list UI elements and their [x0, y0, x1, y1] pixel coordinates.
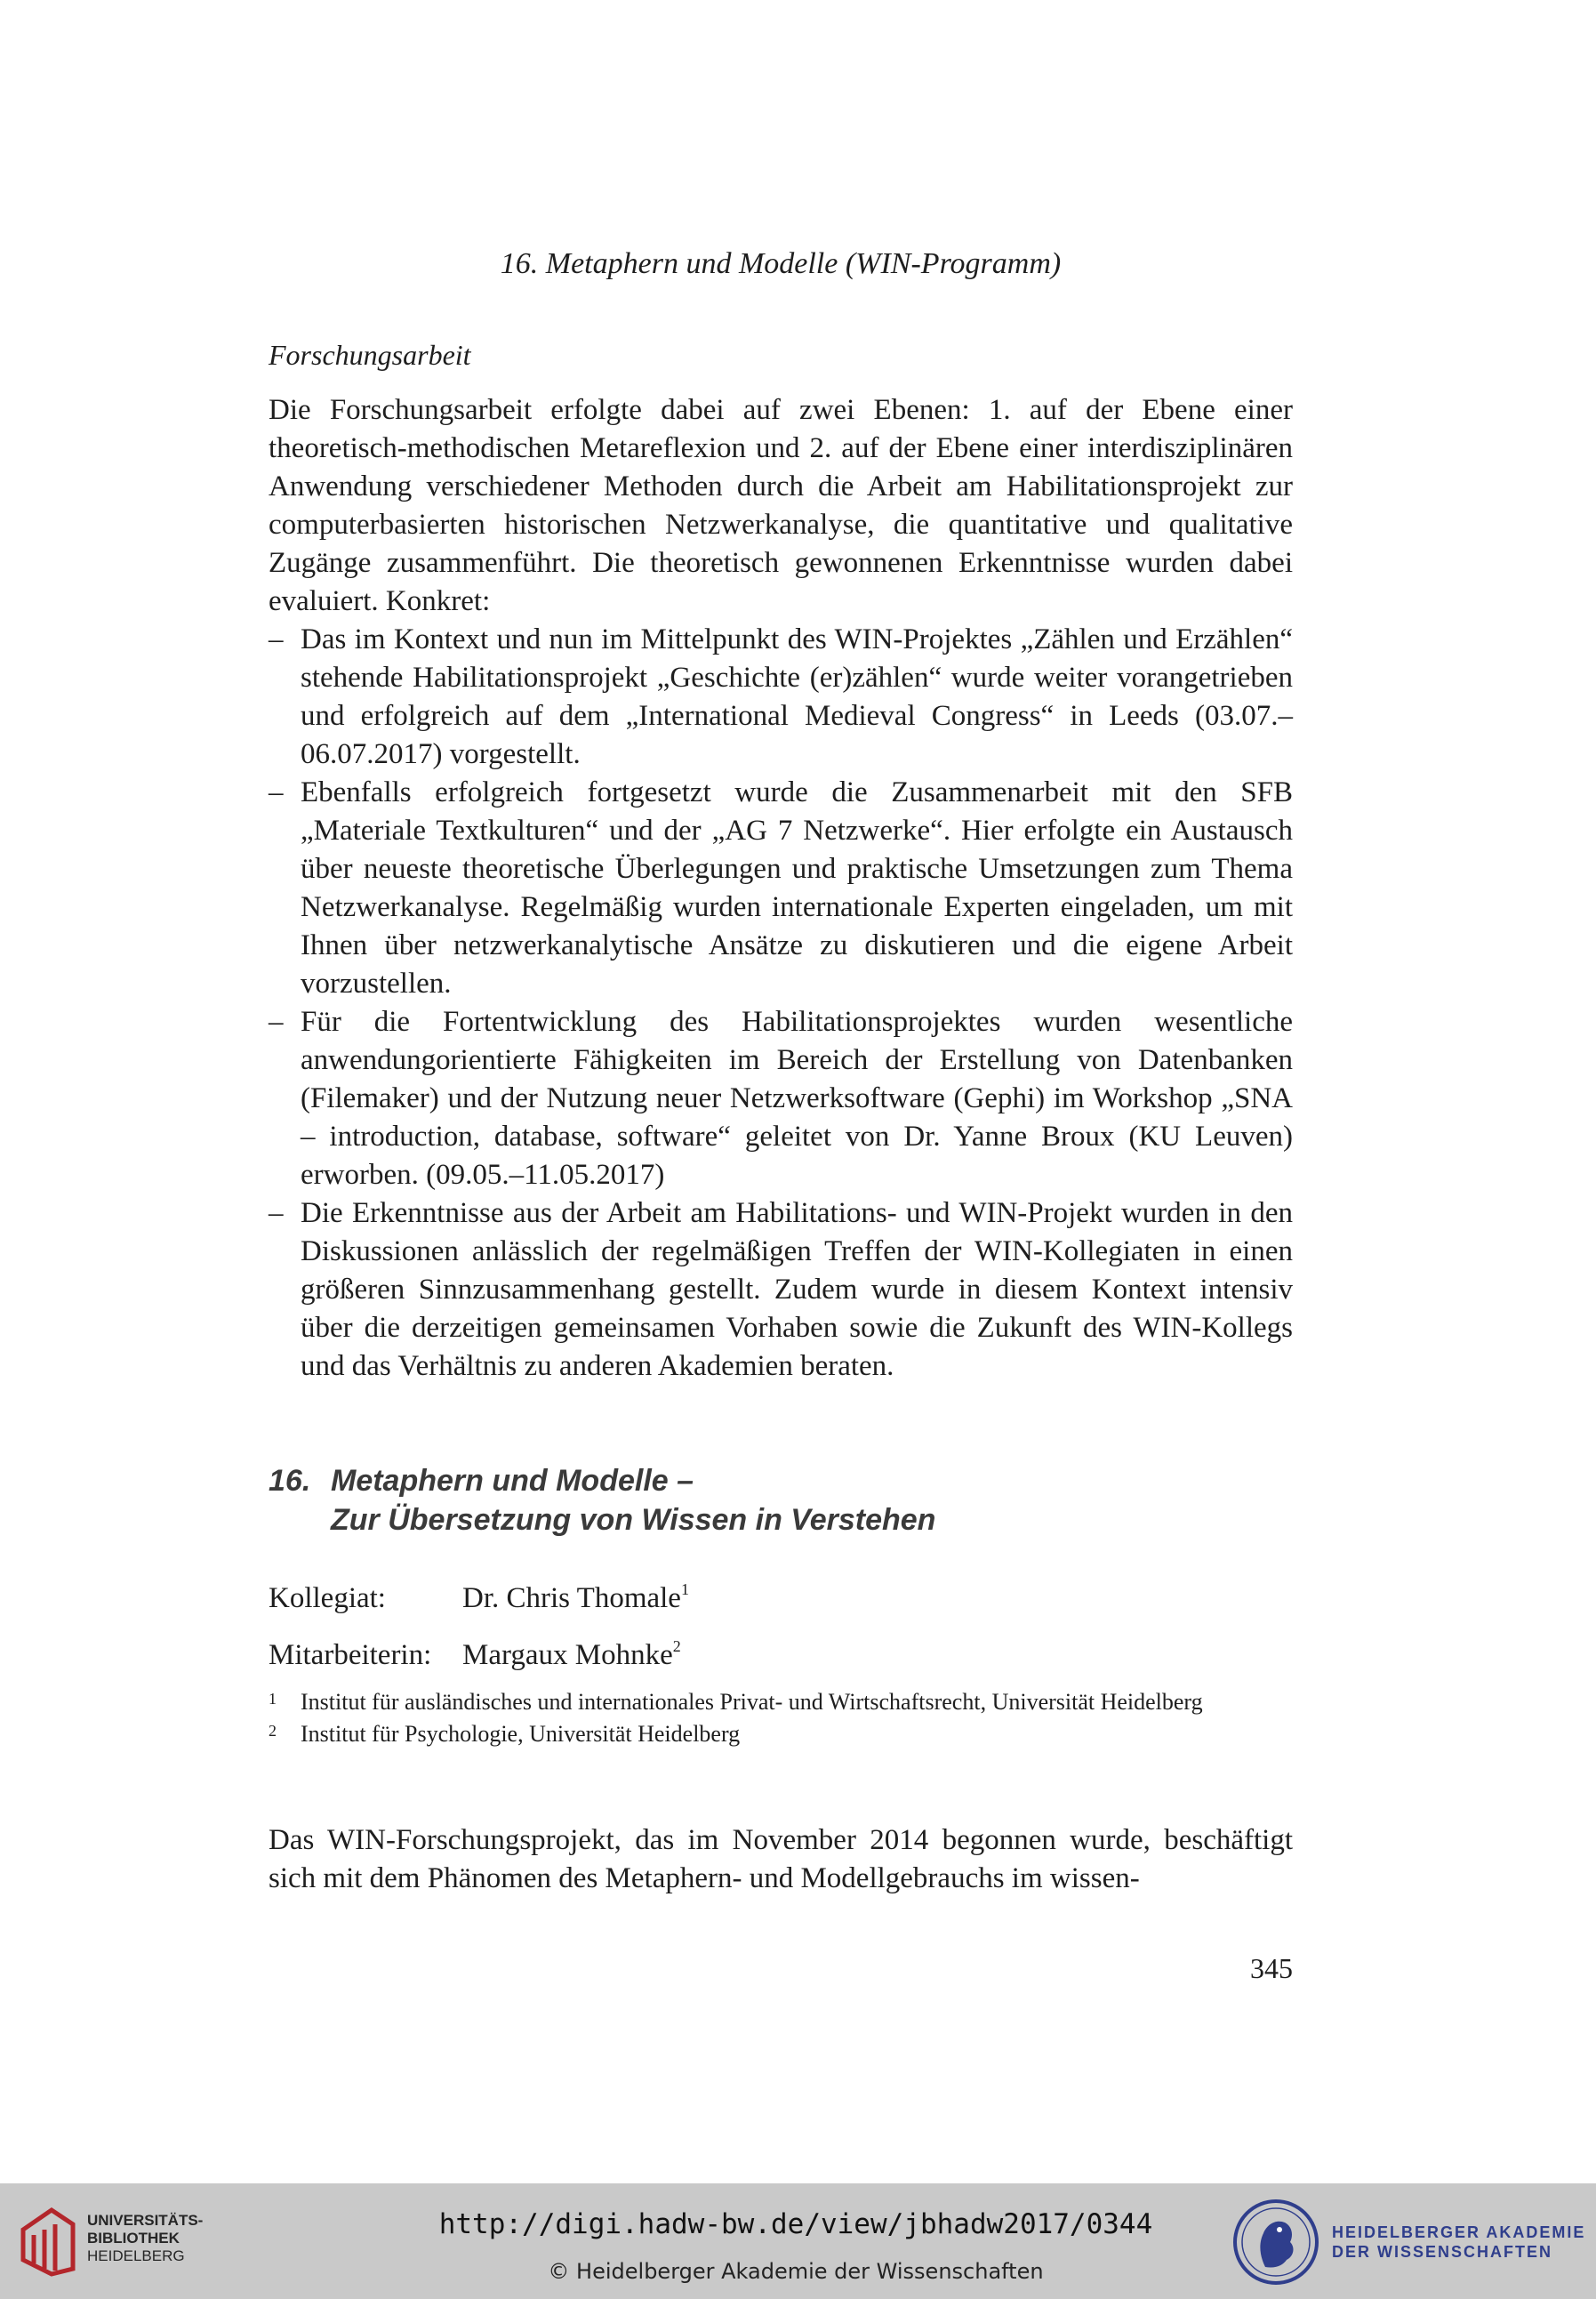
footnote-mark: 2 [672, 1637, 681, 1655]
academy-name: HEIDELBERGER AKADEMIE DER WISSENSCHAFTEN [1332, 2223, 1586, 2261]
university-library-name: UNIVERSITÄTS- BIBLIOTHEK HEIDELBERG [87, 2212, 204, 2264]
running-head: 16. Metaphern und Modelle (WIN-Programm) [500, 247, 1062, 280]
bullet-list [269, 621, 1293, 1386]
page-number: 345 [1250, 1952, 1293, 1984]
section-number: 16. [269, 1464, 311, 1498]
university-library-logo-icon [16, 2205, 80, 2278]
intro-text [269, 1821, 1293, 1898]
list-item: – Ebenfalls erfolgreich fortgesetzt wurde die Zusammenarbeit mit den SFB „Materiale Textkulturen“ und der „AG 7 Netzwerke“. Hier erfolgte ein Austausch über neueste theoretische Überlegungen und praktische Umsetzungen zum Thema Netzwerkanalyse. Regelmäßig wurden internationale Experten eingeladen, um mit Ihnen über netzwerkanalytische Ansätze zu diskutieren und die eigene Arbeit vorzustellen. [269, 776, 1293, 1000]
person-row [269, 1579, 1293, 1636]
list-item: – Für die Fortentwicklung des Habilitationsprojektes wurden wesentliche anwendungorientierte Fähigkeiten im Bereich der Erstellung von Datenbanken (Filemaker) und der Nutzung neuer Netzwerksoftware (Gephi) im Workshop „SNA – introduction, database, software“ geleitet von Dr. Yanne Broux (KU Leuven) erworben. (09.05.–11.05.2017) [269, 1006, 1293, 1191]
person-label: Mitarbeiterin: [269, 1639, 432, 1671]
person-label: Kollegiat: [269, 1582, 386, 1614]
person-name: Dr. Chris Thomale [462, 1582, 681, 1614]
paragraph: Das WIN-Forschungsprojekt, das im November 2014 begonnen wurde, beschäftigt sich mit dem Phänomen des Metaphern- und Modellgebrauchs im wissen- [269, 1824, 1293, 1894]
paragraph: Die Forschungsarbeit erfolgte dabei auf zwei Ebenen: 1. auf der Ebene einer theoretisch-methodischen Metareflexion und 2. auf der Ebene einer interdisziplinären Anwendung verschiedener Methoden durch die Arbeit am Habilitationsprojekt zur computerbasierten historischen Netzwerkanalyse, die quantitative und qualitative Zugänge zusammenführt. Die theoretisch gewonnenen Erkenntnisse wurden dabei evaluiert. Konkret: [269, 394, 1293, 617]
section-title-line2: Zur Übersetzung von Wissen in Verstehen [331, 1503, 936, 1537]
source-url[interactable]: http://digi.hadw-bw.de/view/jbhadw2017/0344 [438, 2208, 1153, 2240]
subheading: Forschungsarbeit [269, 339, 471, 371]
person-name: Margaux Mohnke [462, 1639, 673, 1671]
section-heading [269, 1461, 1293, 1539]
main-text [269, 336, 1293, 1386]
project-people [269, 1579, 1293, 1692]
footnote: 1 Institut für ausländisches und internationales Privat- und Wirtschaftsrecht, Universität Heidelberg [269, 1689, 1203, 1715]
copyright: © Heidelberger Akademie der Wissenschaften [548, 2259, 1044, 2284]
section-title-line1: Metaphern und Modelle – [331, 1464, 694, 1498]
list-item: – Die Erkenntnisse aus der Arbeit am Habilitations- und WIN-Projekt wurden in den Diskussionen anlässlich der regelmäßigen Treffen der WIN-Kollegiaten in einen größeren Sinnzusammenhang gestellt. Zudem wurde in diesem Kontext intensiv über die derzeitigen gemeinsamen Vorhaben sowie die Zukunft des WIN-Kollegs und das Verhältnis zu anderen Akademien beraten. [269, 1197, 1293, 1382]
person-row [269, 1636, 1293, 1692]
academy-seal-icon [1231, 2198, 1320, 2287]
footnote-mark: 1 [680, 1580, 689, 1598]
list-item: – Das im Kontext und nun im Mittelpunkt des WIN-Projektes „Zählen und Erzählen“ stehende Habilitationsprojekt „Geschichte (er)zählen“ wurde weiter vorangetrieben und erfolgreich auf dem „International Medieval Congress“ in Leeds (03.07.–06.07.2017) vorgestellt. [269, 623, 1293, 770]
footnotes [269, 1688, 1293, 1752]
footer-bar [0, 2183, 1596, 2299]
footnote: 2 Institut für Psychologie, Universität Heidelberg [269, 1721, 741, 1747]
